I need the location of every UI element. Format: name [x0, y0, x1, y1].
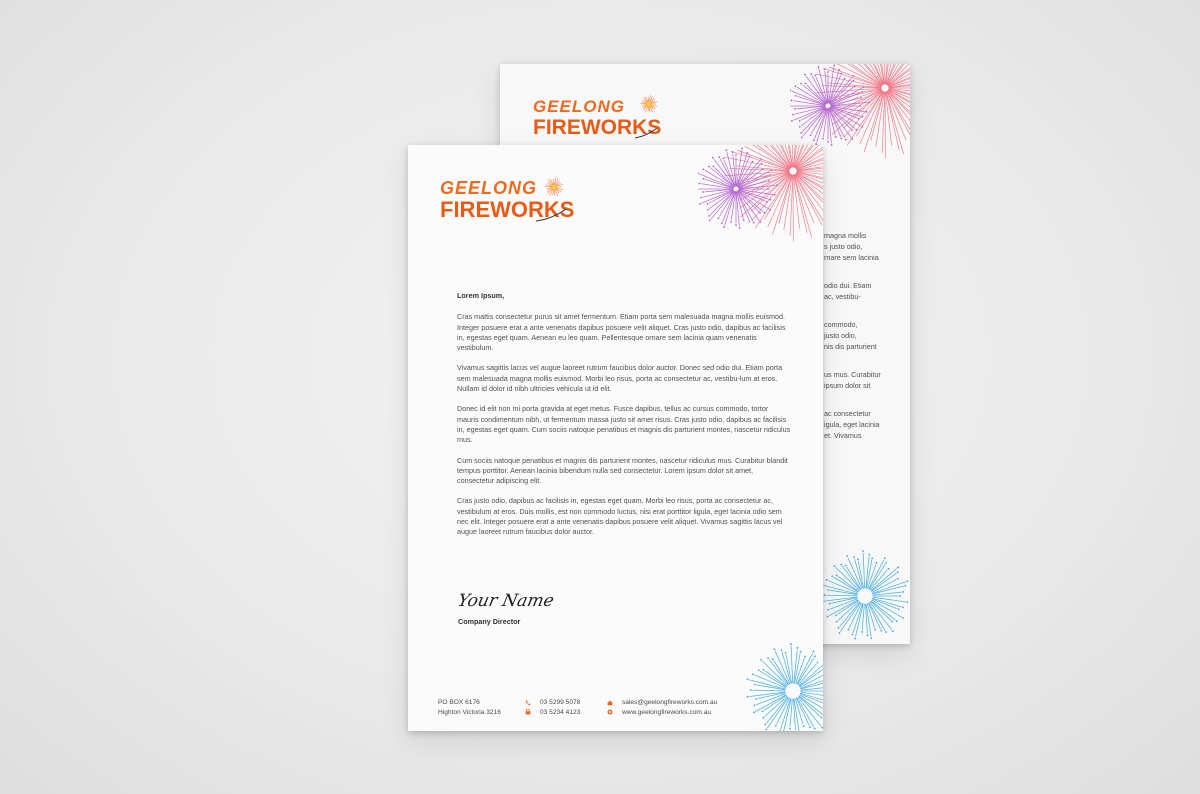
firework-bottom-right [738, 629, 823, 731]
letter-body [457, 291, 791, 548]
logo-text-bottom: FIREWORKS [440, 197, 575, 222]
letter-paragraph-5: Cras justo odio, dapibus ac facilisis in, egestas eget quam. Morbi leo risus, porta ac consectetur ac, vestibulum at eros. Duis mollis, est non commodo luctus, nisi erat porttitor ligula, eget lacinia odio sem nec elit. Integer posuere erat a ante venenatis dapibus posuere velit aliquet. Vivamus sagittis lacus vel augue laoreet rutrum faucibus dolor auctor. [457, 496, 783, 537]
website-url[interactable]: www.geelongfireworks.com.au [622, 708, 712, 716]
letter-paragraph-1: Cras mattis consectetur purus sit amet fermentum. Etiam porta sem malesuada magna mollis euismod. Integer posuere erat a ante venenatis dapibus posuere velit aliquet. Cras justo odio, dapibus ac facilisis in, egestas eget quam. Aenean eu leo quam. Pellentesque ornare sem lacinia quam venenatis vestibulum. [457, 312, 786, 353]
firework-top-right [698, 145, 823, 256]
fax-number: 03 5234 4123 [540, 708, 581, 716]
signatory-title: Company Director [458, 617, 521, 626]
firework-bottom-right-back [820, 544, 910, 644]
logo-text-bottom: FIREWORKS [533, 116, 662, 139]
fax-icon [525, 709, 531, 715]
letter-paragraph-3: Donec id elit non mi porta gravida at eget metus. Fusce dapibus, tellus ac cursus commodo, tortor mauris condimentum nibh, ut fermentum massa justo sit amet risus. Cras justo odio, dapibus ac facilisis in, egestas eget quam. Cum sociis natoque penatibus et magnis dis parturient montes, nascetur ridiculus mus. [457, 404, 791, 445]
back-fragment-2: odio dui. Etiam ac, vestibu- [824, 281, 872, 301]
address-line-2: Highton Victoria 3216 [438, 708, 501, 716]
phone-icon [525, 700, 531, 706]
footer-phones [525, 698, 580, 717]
back-fragment-1: magna mollis s justo odio, rnare sem lacinia [824, 231, 879, 262]
letter-greeting: Lorem Ipsum, [457, 291, 505, 300]
letter-paragraph-4: Cum sociis natoque penatibus et magnis dis parturient montes, nascetur ridiculus mus. Curabitur blandit tempus porttitor. Aenean lacinia bibendum nulla sed consectetur. Lorem ipsum dolor sit amet, consectetur adipiscing elit. [457, 455, 788, 486]
phone-number: 03 5299 5078 [540, 699, 581, 706]
sparkler-icon [633, 92, 667, 142]
letter-paragraph-2: Vivamus sagittis lacus vel augue laoreet rutrum faucibus dolor auctor. Donec sed odio dui. Etiam porta sem malesuada magna mollis euismod. Morbi leo risus, porta ac consectetur ac, vestibu-lum at eros. Nullam id dolor id nibh ultricies vehicula ut id elit. [457, 363, 783, 394]
back-fragment-3: commodo, justo odio, nis dis parturient [824, 320, 877, 351]
back-fragment-5: ac consectetur igula, eget lacinia et. Vivamus [824, 409, 880, 440]
logo-text-top: GEELONG [533, 97, 626, 116]
back-fragment-4: us mus. Curabitur ipsum dolor sit [824, 370, 881, 390]
footer-address [438, 698, 501, 717]
back-sheet-text [824, 230, 904, 458]
logo-text-top: GEELONG [440, 178, 538, 198]
company-logo [440, 179, 574, 221]
sparkler-icon [536, 173, 576, 231]
email-icon [607, 700, 613, 706]
footer-online [607, 698, 717, 717]
letterhead-front-sheet [408, 145, 823, 731]
address-line-1: PO BOX 6176 [438, 699, 480, 706]
company-logo-back [533, 98, 661, 138]
web-icon [607, 709, 613, 715]
email-address[interactable]: sales@geelongfireworks.com.au [622, 699, 718, 706]
signature: Your Name [455, 591, 556, 611]
